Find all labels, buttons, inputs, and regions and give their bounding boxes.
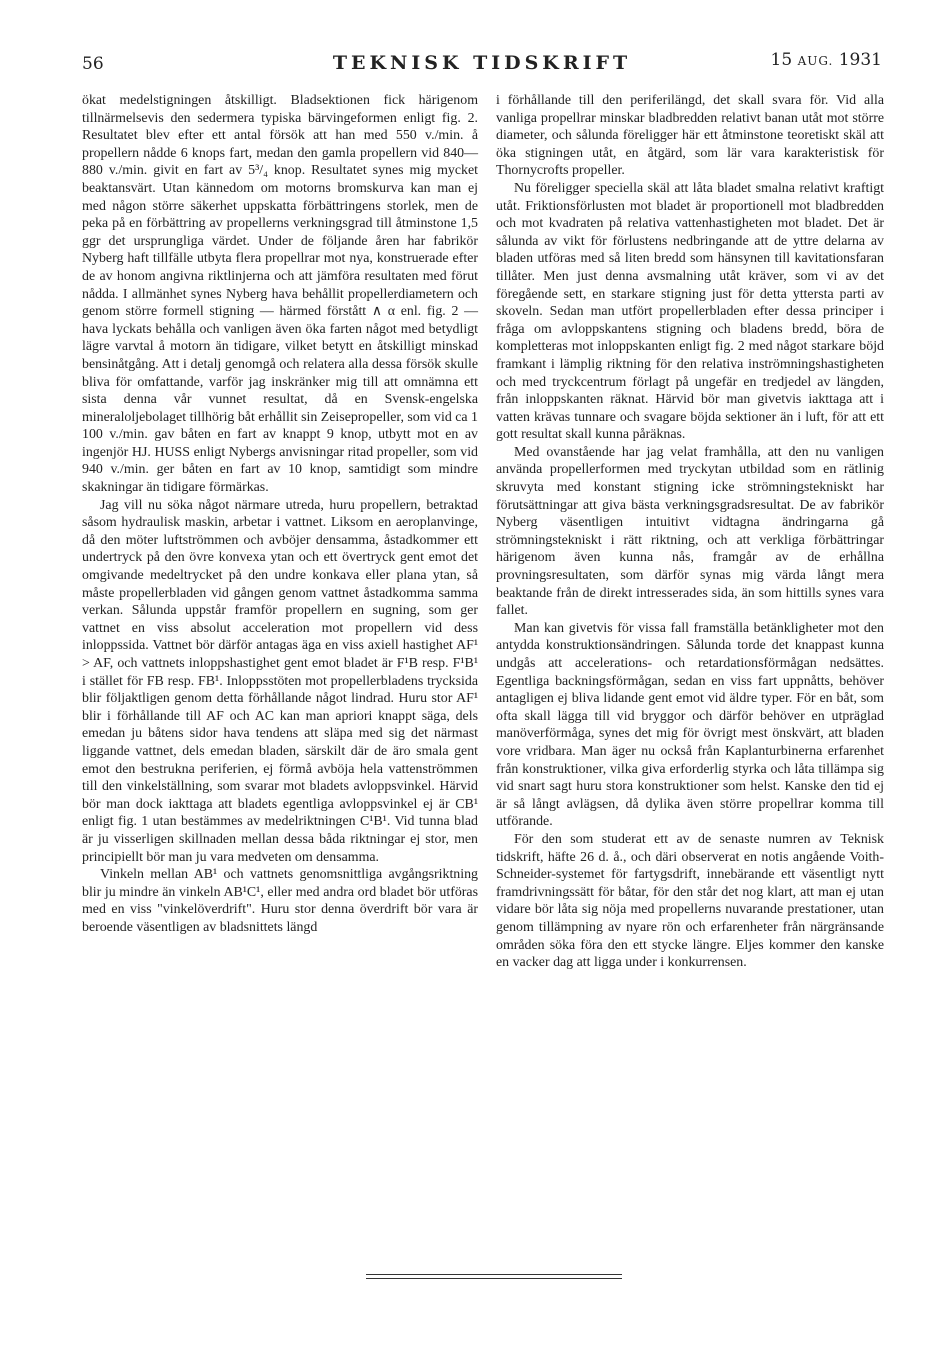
end-rule-top [366, 1274, 622, 1275]
paragraph: Jag vill nu söka något närmare utreda, huru propellern, betraktad såsom hydraulisk maskin, arbetar i vattnet. Liksom en aeroplanvinge, då den möter luftströmmen och avböjer densamma, åstadkommer ett undertryck på den övre konvexa ytan och ett övertryck gent emot det omgivande medeltrycket på den undre konkava eller plana ytan, så måste propellerbladen vid gången genom vattnet åstadkomma samma verkan. Sålunda uppstår framför propellern en sugning, som ger vattnet en viss absolut acceleration mot propellern vid dess inloppssida. Vattnet bör därför antagas äga en viss axiell hastighet AF¹ > AF, och vattnets inloppshastighet gent emot bladet är F¹B resp. F¹B¹ i stället för FB resp. FB¹. Inloppsstöten mot propellerbladens trycksida blir följaktligen genom detta förhållande något lindrad. Huru stor AF¹ blir i förhållande till AF och AC kan man apriori knappt säga, dels emedan ju båtens sidor hava tendens att släpa med sig det närmast liggande vattnet, dels emedan bladen, särskilt där de äro smala gent emot den bestrukna periferien, ej förmå avböja hela vattenströmmen till den vinkelställning, som svarar mot bladets avloppsvinkel. Härvid bör man dock iakttaga att bladets egentliga avloppsvinkel ej är CB¹ enligt fig. 1 utan bestämmes av medelriktningen C¹B¹. Vid tunna blad är ju visserligen skillnaden mellan dessa båda riktningar ej stor, men principiellt bör man ju vara medveten om densamma. [82, 497, 478, 865]
paragraph: Med ovanstående har jag velat framhålla, att den nu vanligen använda propellerformen med tryckytan utbildad som en rätlinig skruvyta med konstant stigning icke strömningstekniskt har förutsättningar att giva bästa verkningsgradsresultat. De av fabrikör Nyberg väsentligen intuitivt vidtagna ändringarna gå strömningstekniskt i rätt riktning, och att verkliga förbättringar härigenom även kunna nås, framgår av de erhållna provningsresultaten, som därför synas mig värda långt mera beaktande från de direkt intresserades sida, än som hittills synes vara fallet. [496, 444, 884, 619]
journal-title: TEKNISK TIDSKRIFT [332, 52, 632, 74]
paragraph: i förhållande till den periferilängd, det skall svara för. Vid alla vanliga propellrar minskar bladbredden relativt banan utåt mot större diameter, och sålunda föreligger här ett åtminstone teoretiskt skäl att öka stigningen utåt, en åtgärd, som lär vara karakteristisk för Thornycrofts propeller. [496, 93, 884, 179]
paragraph: Man kan givetvis för vissa fall framställa betänkligheter mot den antydda konstruktionsändringen. Sålunda torde det knappast kunna undgås att accelerations- och retardationsförmågan nedsättes. Egentliga backningsförmågan, sedan en viss fart uppnåtts, behöver antagligen ej bliva lidande gent emot vid äldre typer. För en båt, som ofta skall lägga till vid bryggor och därför behöver en utpräglad manöverförmåga, synes det mig för övrigt mest önskvärt, att bladen vore vridbara. Man äger nu också från Kaplanturbinerna erfarenhet från konstruktioner, vilka giva erforderlig styrka och låta tillämpa sig vid snart sagt huru stora konstruktioner som helst. Kanske den tid ej är så långt avlägsen, då dylika även större propellrar komma till utförande. [496, 620, 884, 830]
end-rule-bottom [366, 1278, 622, 1279]
page-header [82, 48, 882, 84]
date-day: 15 [770, 50, 793, 70]
left-column [82, 92, 478, 937]
date-year: 1931 [838, 50, 882, 70]
issue-date [771, 50, 882, 70]
right-column [496, 92, 884, 972]
page-number: 56 [82, 54, 104, 74]
paragraph: ökat medelstigningen åtskilligt. Bladsektionen fick härigenom tillnärmelsevis den sedermera typiska bärvingeformen enligt fig. 2. Resultatet blev efter ett antal försök att han med 550 v./min. å propellern nådde 6 knops fart, medan den gamla propellern vid 840—880 v./min. givit en fart av 5³/₄ knop. Resultatet synes mig mycket beaktansvärt. Utan kännedom om motorns bromskurva kan man ej med någon större säkerhet uppskatta förbättringens storlek, men de peka på en förbättring av propellerns verkningsgrad till åtminstone 1,5 ggr det ursprungliga värdet. Under de följande åren har fabrikör Nyberg haft tillfälle utbyta flera propellrar mot nya, konstruerade efter de av honom angivna riktlinjerna och att jämföra resultaten med förut nådda. I allmänhet synes Nyberg hava behållit propellerdiametern och genom större formell stigning — härmed förstått ∧ α enl. fig. 2 — hava lyckats behålla och vanligen även öka farten något med betydligt lägre varvtal å motorn än tidigare, vilket betytt en åtskilligt minskad bensinåtgång. Att i detalj genomgå och relatera alla dessa försök skulle bliva för omfattande, varför jag inskränker mig till att omnämna ett sista denna vår vunnet resultat, då en Svensk-engelska mineraloljebolaget tillhörig båt erhållit sin Zeisepropeller, som vid ca 1 100 v./min. gav båten en fart av knappt 9 knop, utbytt mot en av ingenjör HJ. HUSS enligt Nybergs anvisningar ritad propeller, som vid 940 v./min. ger båten en fart av 10 knop, samtidigt som mindre skakningar än tidigare förmärkas. [82, 93, 478, 496]
paragraph: Nu föreligger speciella skäl att låta bladet smalna relativt kraftigt utåt. Friktionsförlusten mot bladet är proportionell mot bladbredden och mot kvadraten på relativa vattenhastigheten mot bladet. Det är sålunda av vikt för förlustens nedbringande att de yttre delarna av bladen utföras med så liten bredd som hänsynen till kavitationsfaran tillåter. Men just denna avsmalning utåt kräver, som vi av det föregående sett, en starkare stigning just för detta yttersta parti av skoveln. Sedan man utfört propellerbladen efter dessa principer i fråga om avloppskantens stigning och bladens bredd, böra de kompletteras mot inloppskanten enligt fig. 2 med något starkare böjd framkant i lämplig riktning för den relativa inströmningshastigheten och med tryckcentrum förlagt på ungefär en tredjedel av längden, från inloppskanten räknat. Härvid bör man givetvis iakttaga att i vatten krävas tunnare och svagare böjda sektioner än i luft, för att ett gott resultat skall kunna påräknas. [496, 180, 884, 443]
paragraph: Vinkeln mellan AB¹ och vattnets genomsnittliga avgångsriktning blir ju mindre än vinkeln AB¹C¹, eller med andra ord bladet bör utföras med en viss "vinkelöverdrift". Huru stor denna överdrift bör vara är beroende väsentligen av bladsnittets längd [82, 867, 478, 935]
date-month: AUG. [797, 54, 834, 68]
paragraph: För den som studerat ett av de senaste numren av Teknisk tidskrift, häfte 26 d. å., och däri observerat en notis angående Voith-Schneider-systemet för fartygsdrift, innebärande ett väsentligt nytt framdrivningssätt för båtar, för den står det nog klart, att man ej utan vidare bör låta sig nöja med propellerns nuvarande prestationer, utan genom tillämpning av nyare rön och erfarenheter från närgränsande områden söka föra den ett stycke längre. Eljes kommer den kanske en vacker dag att ligga under i konkurrensen. [496, 831, 884, 971]
